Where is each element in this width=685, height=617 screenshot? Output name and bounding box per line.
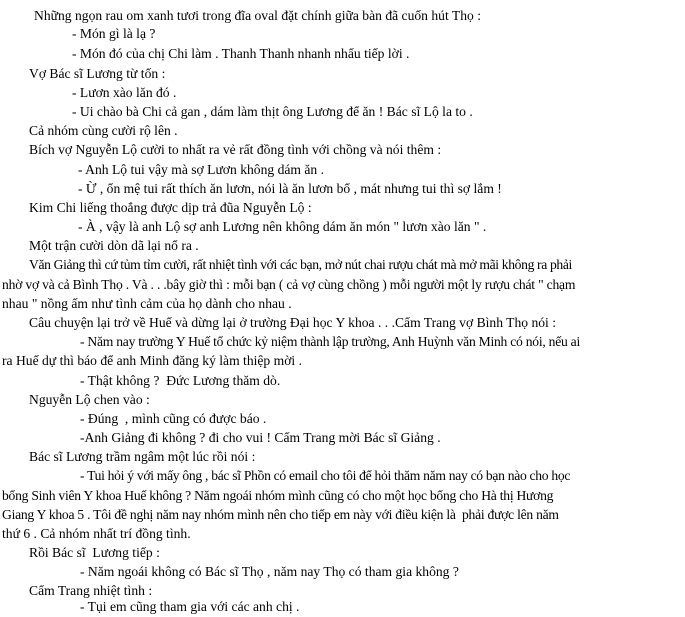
paragraph-line: Nguyễn Lộ chen vào : — [29, 392, 150, 407]
paragraph-line: ra Huế dự thì báo để anh Minh đăng ký làm thiệp mời . — [2, 353, 302, 368]
paragraph-line: Rồi Bác sĩ Lương tiếp : — [29, 545, 160, 560]
paragraph-line: Những ngọn rau om xanh tươi trong đĩa oval đặt chính giữa bàn đã cuốn hút Thọ : — [34, 8, 481, 23]
paragraph-line: - Ui chào bà Chi cả gan , dám làm thịt ông Lương để ăn ! Bác sĩ Lộ la to . — [72, 104, 473, 119]
paragraph-line: Bích vợ Nguyễn Lộ cười to nhất ra vẻ rất đồng tình với chồng và nói thêm : — [29, 142, 442, 157]
paragraph-line: - Anh Lộ tui vậy mà sợ Lươn không dám ăn . — [78, 162, 325, 177]
paragraph-line: nhờ vợ và cả Bình Thọ . Và . . .bây giờ thì : mỗi bạn ( cả vợ cùng chồng ) mỗi người một ly rượu chát " chạm — [2, 277, 576, 292]
paragraph-line: - Lươn xào lăn đó . — [72, 85, 177, 100]
paragraph-line: Câu chuyện lại trở về Huế và dừng lại ở trường Đại học Y khoa . . .Cẩm Trang vợ Bình Thọ nói : — [29, 315, 557, 330]
paragraph-line: Bác sĩ Lương trầm ngâm một lúc rồi nói : — [29, 449, 256, 464]
paragraph-line: Một trận cười dòn dã lại nổ ra . — [29, 238, 199, 253]
paragraph-line: -Anh Giảng đi không ? đi cho vui ! Cẩm Trang mời Bác sĩ Giảng . — [80, 430, 441, 445]
paragraph-line: thứ 6 . Cả nhóm nhất trí đồng tình. — [2, 526, 191, 541]
paragraph-line: - À , vậy là anh Lộ sợ anh Lương nên không dám ăn món " lươn xào lăn " . — [78, 219, 487, 234]
paragraph-line: - Đúng , mình cũng có được báo . — [80, 411, 267, 426]
paragraph-line: nhau " nồng ấm như tình cảm của họ dành cho nhau . — [2, 296, 292, 311]
paragraph-line: bổng Sinh viên Y khoa Huế không ? Năm ngoái nhóm mình cũng có cho một học bổng cho Hà thị Hương — [2, 488, 554, 503]
paragraph-line: - Tui hỏi ý với mấy ông , bác sĩ Phồn có email cho tôi để hỏi thăm năm nay có bạn nào cho học — [80, 468, 571, 483]
paragraph-line: - Năm ngoái không có Bác sĩ Thọ , năm nay Thọ có tham gia không ? — [80, 564, 459, 579]
paragraph-line: - Tụi em cũng tham gia với các anh chị . — [80, 599, 300, 614]
paragraph-line: Giang Y khoa 5 . Tôi đề nghị năm nay nhóm mình nên cho tiếp em này với điều kiện là phải được lên năm — [2, 507, 559, 522]
paragraph-line: Vợ Bác sĩ Lương từ tốn : — [29, 66, 166, 81]
paragraph-line: Kim Chi liếng thoắng được dịp trả đũa Nguyễn Lộ : — [29, 200, 312, 215]
paragraph-line: Văn Giảng thì cứ tủm tỉm cười, rất nhiệt tình với các bạn, mở nút chai rượu chát mà mở mãi không ra phải — [29, 257, 572, 272]
paragraph-line: - Món đó của chị Chi làm . Thanh Thanh nhanh nhẩu tiếp lời . — [72, 46, 410, 61]
paragraph-line: - Món gì là lạ ? — [72, 26, 156, 41]
paragraph-line: - Ừ , ổn mệ tui rất thích ăn lươn, nói là ăn lươn bổ , mát nhưng tui thì sợ lắm ! — [78, 181, 502, 196]
paragraph-line: - Thật không ? Đức Lương thăm dò. — [80, 373, 281, 388]
paragraph-line: Cả nhóm cùng cười rộ lên . — [29, 123, 178, 138]
paragraph-line: - Năm nay trường Y Huế tổ chức kỷ niệm thành lập trường, Anh Huỳnh văn Minh có nói, nếu ai — [80, 334, 580, 349]
paragraph-line: Cẩm Trang nhiệt tình : — [29, 583, 153, 598]
